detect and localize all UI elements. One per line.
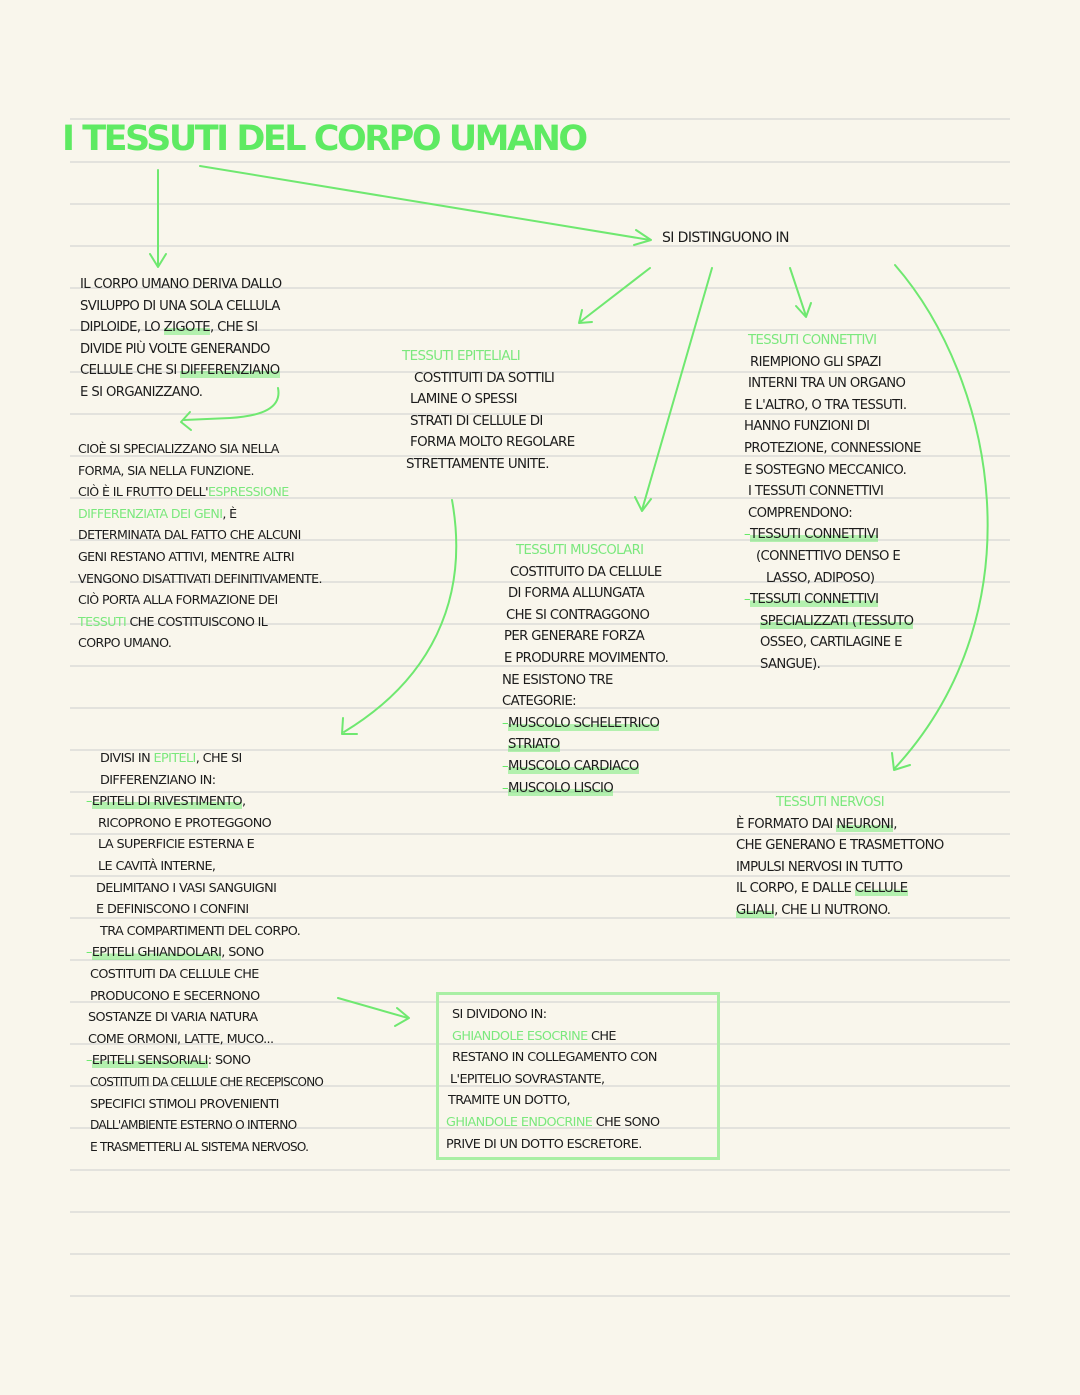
cardiac-muscle-term: MUSCOLO CARDIACO bbox=[508, 758, 639, 774]
explanation-line bbox=[78, 503, 322, 525]
glands-line: L'EPITELIO SOVRASTANTE, bbox=[450, 1071, 605, 1087]
epithelia-line: LA SUPERFICIE ESTERNA E bbox=[98, 837, 255, 853]
epithelia-types-text bbox=[86, 748, 323, 1158]
nervous-line: IMPULSI NERVOSI IN TUTTO bbox=[736, 859, 903, 875]
connective-list-item-cont: (CONNETTIVO DENSO E bbox=[756, 548, 901, 564]
connective-line: RIEMPIONO GLI SPAZI bbox=[750, 354, 882, 370]
tissues-term: TESSUTI bbox=[78, 613, 127, 629]
glands-line bbox=[446, 1026, 660, 1048]
glands-line: PRIVE DI UN DOTTO ESCRETORE. bbox=[446, 1136, 642, 1152]
explanation-line: CIOÈ SI SPECIALIZZANO SIA NELLA bbox=[78, 441, 279, 456]
gene-expression-term-2: DIFFERENZIATA DEI GENI bbox=[78, 505, 223, 521]
glands-line: SI DIVIDONO IN: bbox=[452, 1007, 547, 1022]
glands-line: TRAMITE UN DOTTO, bbox=[448, 1093, 571, 1109]
epithelia-line: SPECIFICI STIMOLI PROVENIENTI bbox=[90, 1096, 279, 1112]
muscle-list-item: –MUSCOLO LISCIO bbox=[502, 780, 614, 796]
intro-line: IL CORPO UMANO DERIVA DALLO bbox=[80, 277, 282, 292]
muscle-line: CATEGORIE: bbox=[502, 694, 577, 710]
neurons-term: NEURONI bbox=[836, 816, 894, 832]
distinguish-text: SI DISTINGUONO IN bbox=[662, 230, 789, 246]
striated-term: STRIATO bbox=[508, 737, 560, 753]
explanation-text-part: CHE COSTITUISCONO IL bbox=[126, 613, 268, 629]
exocrine-term: GHIANDOLE ESOCRINE bbox=[452, 1028, 588, 1044]
muscle-line: E PRODURRE MOVIMENTO. bbox=[504, 650, 669, 666]
epithelia-line: PRODUCONO E SECERNONO bbox=[90, 988, 260, 1004]
epithelial-line: STRETTAMENTE UNITE. bbox=[406, 456, 549, 472]
intro-text-part: DIPLOIDE, LO bbox=[80, 320, 164, 336]
epithelia-line: TRA COMPARTIMENTI DEL CORPO. bbox=[100, 923, 301, 939]
explanation-line: DETERMINATA DAL FATTO CHE ALCUNI bbox=[78, 527, 301, 543]
muscle-line: COSTITUITO DA CELLULE bbox=[510, 564, 662, 580]
epithelia-text-part: : SONO bbox=[207, 1053, 251, 1069]
epithelia-line bbox=[86, 748, 323, 770]
intro-text-part: , CHE SI bbox=[209, 320, 258, 336]
epithelia-term: EPITELI bbox=[153, 751, 196, 766]
nervous-line: CHE GENERANO E TRASMETTONO bbox=[736, 838, 944, 854]
muscle-line: PER GENERARE FORZA bbox=[504, 629, 645, 645]
epithelia-line: E TRASMETTERLI AL SISTEMA NERVOSO. bbox=[90, 1139, 309, 1154]
connective-line: I TESSUTI CONNETTIVI bbox=[748, 484, 884, 500]
epithelial-line: LAMINE O SPESSI bbox=[410, 392, 517, 408]
glands-line: RESTANO IN COLLEGAMENTO CON bbox=[452, 1050, 657, 1066]
muscle-line: NE ESISTONO TRE bbox=[502, 672, 613, 688]
zigote-term: ZIGOTE bbox=[163, 320, 210, 336]
connective-line: PROTEZIONE, CONNESSIONE bbox=[744, 440, 921, 456]
explanation-line: CIÒ PORTA ALLA FORMAZIONE DEI bbox=[78, 592, 278, 608]
epithelia-line: RICOPRONO E PROTEGGONO bbox=[98, 815, 272, 831]
explanation-line: CORPO UMANO. bbox=[78, 635, 172, 651]
muscle-line: DI FORMA ALLUNGATA bbox=[508, 586, 644, 602]
sensory-epithelia-term: EPITELI SENSORIALI bbox=[91, 1053, 208, 1069]
connective-specialized-term-2: SPECIALIZZATI (TESSUTO bbox=[760, 613, 914, 629]
gene-expression-term: ESPRESSIONE bbox=[207, 484, 289, 500]
muscle-heading: TESSUTI MUSCOLARI bbox=[516, 543, 644, 558]
skeletal-muscle-term: MUSCOLO SCHELETRICO bbox=[508, 715, 660, 731]
glands-text-part: CHE SONO bbox=[592, 1114, 660, 1130]
connective-list-item-cont: LASSO, ADIPOSO) bbox=[766, 570, 875, 586]
explanation-text-part: CIÒ È IL FRUTTO DELL' bbox=[78, 484, 208, 500]
intro-line bbox=[80, 360, 281, 382]
epithelia-line: SOSTANZE DI VARIA NATURA bbox=[88, 1010, 258, 1026]
muscle-list-item: –MUSCOLO CARDIACO bbox=[502, 758, 639, 774]
epithelia-line: COSTITUITI DA CELLULE CHE bbox=[90, 966, 259, 982]
connective-tissues-card bbox=[744, 330, 921, 676]
explanation-text bbox=[78, 438, 322, 654]
smooth-muscle-term: MUSCOLO LISCIO bbox=[508, 780, 614, 796]
epithelia-list-item: –EPITELI GHIANDOLARI, SONO bbox=[86, 945, 264, 961]
epithelial-line: STRATI DI CELLULE DI bbox=[410, 413, 543, 429]
intro-line: E SI ORGANIZZANO. bbox=[80, 384, 203, 400]
connective-line: E SOSTEGNO MECCANICO. bbox=[744, 462, 907, 478]
nervous-text-part: È FORMATO DAI bbox=[736, 816, 837, 832]
explanation-line: GENI RESTANO ATTIVI, MENTRE ALTRI bbox=[78, 548, 294, 564]
explanation-text-part: , È bbox=[222, 505, 237, 521]
glands-text bbox=[446, 1004, 660, 1155]
connective-list-item: –TESSUTI CONNETTIVI bbox=[744, 527, 879, 543]
epithelia-text-part: , bbox=[241, 794, 246, 810]
intro-line bbox=[80, 317, 281, 339]
epithelia-line: DIFFERENZIANO IN: bbox=[100, 772, 216, 788]
connective-list-item-cont: SANGUE). bbox=[760, 656, 821, 672]
distinguish-label bbox=[662, 228, 789, 250]
nervous-tissues-card bbox=[736, 792, 944, 922]
epithelia-line: DALL'AMBIENTE ESTERNO O INTERNO bbox=[90, 1118, 297, 1133]
intro-line: SVILUPPO DI UNA SOLA CELLULA bbox=[80, 298, 280, 314]
epithelia-line: COME ORMONI, LATTE, MUCO... bbox=[88, 1031, 274, 1047]
muscle-list-item-cont bbox=[502, 734, 668, 756]
epithelial-heading: TESSUTI EPITELIALI bbox=[402, 349, 521, 364]
connective-list-item-cont: OSSEO, CARTILAGINE E bbox=[760, 635, 902, 651]
intro-text-part: CELLULE CHE SI bbox=[80, 363, 181, 379]
muscle-tissues-card bbox=[502, 540, 668, 799]
connective-heading: TESSUTI CONNETTIVI bbox=[748, 333, 877, 348]
page-title: I TESSUTI DEL CORPO UMANO bbox=[62, 119, 586, 159]
differentiate-term: DIFFERENZIANO bbox=[180, 363, 280, 379]
glial-cells-term: CELLULE bbox=[854, 881, 908, 897]
nervous-heading: TESSUTI NERVOSI bbox=[776, 795, 884, 810]
nervous-line bbox=[736, 814, 944, 836]
nervous-line bbox=[736, 900, 944, 922]
connective-proper-term: TESSUTI CONNETTIVI bbox=[750, 527, 879, 543]
explanation-line bbox=[78, 481, 322, 503]
muscle-list-item: –MUSCOLO SCHELETRICO bbox=[502, 715, 660, 731]
epithelia-text-part: , SONO bbox=[221, 945, 264, 961]
glial-cells-term-2: GLIALI bbox=[736, 902, 775, 918]
connective-line: INTERNI TRA UN ORGANO bbox=[748, 376, 906, 392]
connective-list-item: –TESSUTI CONNETTIVI bbox=[744, 592, 879, 608]
epithelia-text-part: , CHE SI bbox=[195, 751, 242, 766]
glandular-epithelia-term: EPITELI GHIANDOLARI bbox=[91, 945, 222, 961]
nervous-line bbox=[736, 878, 944, 900]
connective-list-item-cont bbox=[744, 611, 921, 633]
epithelial-line: FORMA MOLTO REGOLARE bbox=[410, 435, 575, 451]
epithelia-line: DELIMITANO I VASI SANGUIGNI bbox=[96, 880, 277, 896]
lining-epithelia-term: EPITELI DI RIVESTIMENTO bbox=[91, 794, 242, 810]
epithelia-text-part: DIVISI IN bbox=[100, 751, 154, 766]
intro-text bbox=[80, 274, 281, 404]
connective-specialized-term: TESSUTI CONNETTIVI bbox=[750, 592, 879, 608]
muscle-line: CHE SI CONTRAGGONO bbox=[506, 607, 650, 623]
epithelia-list-item: –EPITELI SENSORIALI: SONO bbox=[86, 1053, 251, 1069]
epithelia-line: COSTITUITI DA CELLULE CHE RECEPISCONO bbox=[90, 1074, 324, 1089]
glands-text-part: CHE bbox=[587, 1028, 616, 1044]
nervous-text-part: , bbox=[893, 816, 897, 832]
explanation-line bbox=[78, 611, 322, 633]
epithelial-line: COSTITUITI DA SOTTILI bbox=[414, 370, 555, 386]
explanation-line: VENGONO DISATTIVATI DEFINITIVAMENTE. bbox=[78, 570, 322, 586]
nervous-text-part: , CHE LI NUTRONO. bbox=[774, 902, 891, 918]
epithelial-tissues-card bbox=[402, 346, 575, 476]
connective-line: HANNO FUNZIONI DI bbox=[744, 419, 870, 435]
endocrine-term: GHIANDOLE ENDOCRINE bbox=[446, 1114, 593, 1130]
epithelia-list-item: –EPITELI DI RIVESTIMENTO, bbox=[86, 794, 246, 810]
epithelia-line: LE CAVITÀ INTERNE, bbox=[98, 858, 216, 874]
nervous-text-part: IL CORPO, E DALLE bbox=[736, 881, 855, 897]
epithelia-line: E DEFINISCONO I CONFINI bbox=[96, 902, 249, 918]
connective-line: COMPRENDONO: bbox=[748, 505, 853, 521]
connective-line: E L'ALTRO, O TRA TESSUTI. bbox=[744, 397, 907, 413]
explanation-line: FORMA, SIA NELLA FUNZIONE. bbox=[78, 462, 254, 478]
glands-line bbox=[446, 1112, 660, 1134]
intro-line: DIVIDE PIÙ VOLTE GENERANDO bbox=[80, 341, 270, 357]
